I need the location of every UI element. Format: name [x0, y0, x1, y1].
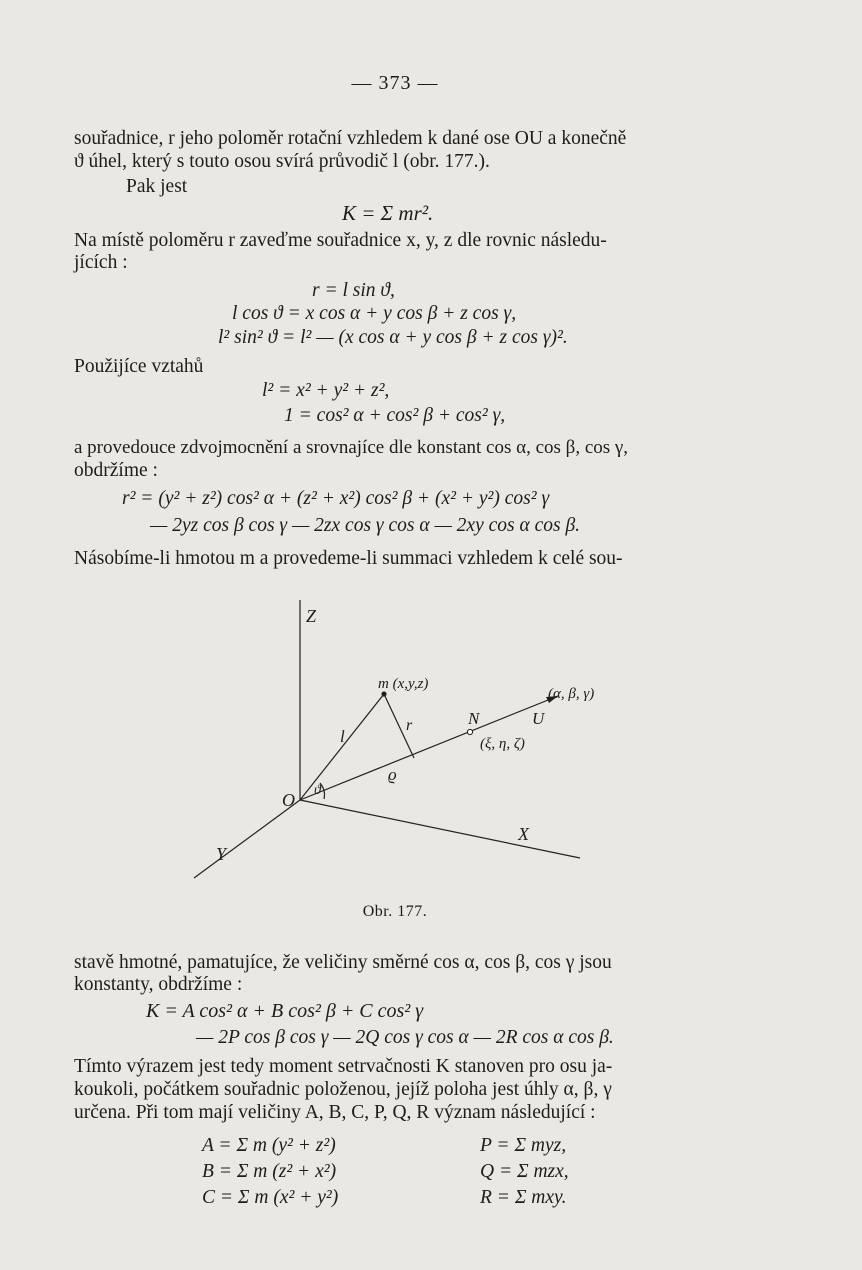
- paragraph-6-line-1: Tímto výrazem jest tedy moment setrvačnosti K stanoven pro osu ja-: [74, 1056, 613, 1077]
- label-Y: Y: [216, 844, 227, 864]
- label-N: N: [468, 709, 480, 728]
- paragraph-4-line-1: Násobíme-li hmotou m a provedeme-li summaci vzhledem k celé sou-: [74, 548, 623, 569]
- paragraph-6-line-2: koukoli, počátkem souřadnic položenou, jejíž poloha jest úhly α, β, γ: [74, 1079, 612, 1100]
- paragraph-6-line-3: určena. Při tom mají veličiny A, B, C, P, Q, R význam následující :: [74, 1102, 596, 1123]
- equation-r2-line-2: — 2yz cos β cos γ — 2zx cos γ cos α — 2xy cos α cos β.: [150, 515, 581, 536]
- label-theta: ϑ: [314, 783, 321, 798]
- label-O: O: [282, 790, 295, 810]
- page-number: — 373 —: [351, 72, 439, 94]
- point-N: [467, 729, 472, 734]
- paragraph-1-line-2: ϑ úhel, který s touto osou svírá průvodič l (obr. 177.).: [74, 151, 490, 172]
- label-xi-eta-zeta: (ξ, η, ζ): [480, 736, 525, 752]
- pouzijice-text: Použijíce vztahů: [74, 356, 204, 377]
- paragraph-2-line-2: jících :: [74, 252, 128, 273]
- paragraph-1-line-1: souřadnice, r jeho poloměr rotační vzhledem k dané ose OU a konečně: [74, 128, 627, 149]
- definition-R: R = Σ mxy.: [480, 1187, 567, 1208]
- figure-177-diagram: [180, 600, 600, 900]
- equation-K2-line-1: K = A cos² α + B cos² β + C cos² γ: [146, 1000, 424, 1022]
- radius-vector-l: [300, 694, 384, 800]
- label-alpha-beta-gamma: (α, β, γ): [548, 686, 595, 702]
- equation-one: 1 = cos² α + cos² β + cos² γ,: [284, 405, 506, 426]
- pak-jest-text: Pak jest: [126, 176, 188, 197]
- paragraph-5-line-2: konstanty, obdržíme :: [74, 974, 243, 995]
- paragraph-2-line-1: Na místě poloměru r zaveďme souřadnice x, y, z dle rovnic následu-: [74, 230, 607, 251]
- x-axis-line: [300, 800, 580, 858]
- equation-l-cos: l cos ϑ = x cos α + y cos β + z cos γ,: [232, 303, 517, 324]
- label-m-xyz: m (x,y,z): [378, 676, 429, 692]
- paragraph-3-line-2: obdržíme :: [74, 460, 158, 481]
- label-Z: Z: [306, 606, 317, 626]
- equation-r2-line-1: r² = (y² + z²) cos² α + (z² + x²) cos² β + (x² + y²) cos² γ: [122, 488, 550, 509]
- definition-A: A = Σ m (y² + z²): [202, 1135, 336, 1156]
- mass-point-m: [381, 691, 386, 696]
- label-r: r: [406, 717, 413, 734]
- definition-P: P = Σ myz,: [480, 1135, 567, 1156]
- equation-K: K = Σ mr².: [342, 201, 434, 225]
- figure-caption: Obr. 177.: [362, 903, 428, 920]
- definition-B: B = Σ m (z² + x²): [202, 1161, 337, 1182]
- label-l: l: [340, 727, 345, 746]
- paragraph-3-line-1: a provedouce zdvojmocnění a srovnajíce dle konstant cos α, cos β, cos γ,: [74, 437, 629, 458]
- equation-l2-sin: l² sin² ϑ = l² — (x cos α + y cos β + z cos γ)².: [218, 327, 568, 348]
- equation-l2: l² = x² + y² + z²,: [262, 380, 390, 401]
- paragraph-5-line-1: stavě hmotné, pamatujíce, že veličiny směrné cos α, cos β, cos γ jsou: [74, 952, 612, 973]
- equation-r: r = l sin ϑ,: [312, 280, 395, 301]
- label-U: U: [532, 709, 545, 728]
- definition-Q: Q = Σ mzx,: [480, 1161, 569, 1182]
- y-axis-line: [194, 800, 300, 878]
- label-X: X: [518, 824, 529, 844]
- equation-K2-line-2: — 2P cos β cos γ — 2Q cos γ cos α — 2R cos α cos β.: [196, 1027, 614, 1048]
- definition-C: C = Σ m (x² + y²): [202, 1187, 339, 1208]
- label-rho: ϱ: [388, 765, 397, 784]
